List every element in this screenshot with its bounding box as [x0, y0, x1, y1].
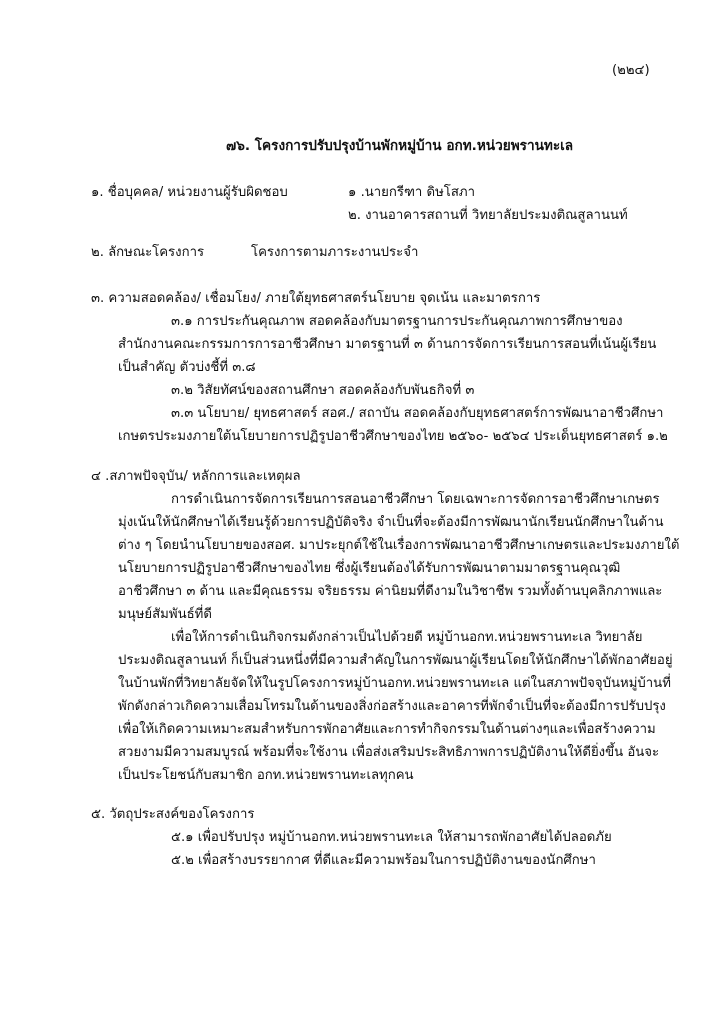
responsible-unit: ๒. งานอาคารสถานที่ วิทยาลัยประมงติณสูลานนท์ — [348, 208, 628, 223]
section-4-paragraph-line: มุ่งเน้นให้นักศึกษาได้เรียนรู้ด้วยการปฏิบัติจริง จำเป็นที่จะต้องมีการพัฒนานักเรียนนักศึกษาในด้าน — [118, 515, 664, 530]
objective-item: ๕.๒ เพื่อสร้างบรรยากาศ ที่ดีและมีความพร้อมในการปฏิบัติงานของนักศึกษา — [171, 853, 596, 868]
page-number: (๒๒๔) — [612, 63, 650, 78]
section-4-paragraph-line: ต่าง ๆ โดยนำนโยบายของสอศ. มาประยุกต์ใช้ในเรื่องการพัฒนาอาชีวศึกษาเกษตรและประมงภายใต้ — [118, 538, 680, 553]
page-title: ๗๖. โครงการปรับปรุงบ้านพักหมู่บ้าน อกท.หน่วยพรานทะเล — [226, 138, 574, 154]
responsible-label: ๑. ชื่อบุคคล/ หน่วยงานผู้รับผิดชอบ — [91, 185, 288, 200]
project-type-label: ๒. ลักษณะโครงการ — [91, 245, 205, 260]
section-4-paragraph-line: มนุษย์สัมพันธ์ที่ดี — [118, 607, 212, 622]
section-3-line: ๓.๒ วิสัยทัศน์ของสถานศึกษา สอดคล้องกับพันธกิจที่ ๓ — [171, 383, 475, 398]
section-3-line: เป็นสำคัญ ตัวบ่งชี้ที่ ๓.๘ — [118, 360, 256, 375]
section-3-line: สำนักงานคณะกรรมการการอาชีวศึกษา มาตรฐานที่ ๓ ด้านการจัดการเรียนการสอนที่เน้นผู้เรียน — [118, 337, 657, 352]
section-3-line: เกษตรประมงภายใต้นโยบายการปฏิรูปอาชีวศึกษาของไทย ๒๕๖๐- ๒๕๖๔ ประเด็นยุทธศาสตร์ ๑.๒ — [118, 429, 668, 444]
section-4-paragraph-line: ในบ้านพักที่วิทยาลัยจัดให้ในรูปโครงการหมู่บ้านอกท.หน่วยพรานทะเล แต่ในสภาพปัจจุบันหมู่บ้านที่ — [118, 676, 671, 691]
section-4-paragraph-line: เป็นประโยชน์กับสมาชิก อกท.หน่วยพรานทะเลทุกคน — [118, 768, 414, 783]
objective-item: ๕.๑ เพื่อปรับปรุง หมู่บ้านอกท.หน่วยพรานทะเล ให้สามารถพักอาศัยได้ปลอดภัย — [171, 830, 612, 845]
responsible-person: ๑ .นายกรีฑา ดิษโสภา — [348, 185, 476, 200]
section-4-paragraph-line: นโยบายการปฏิรูปอาชีวศึกษาของไทย ซึ่งผู้เรียนต้องได้รับการพัฒนาตามมาตรฐานคุณวุฒิ — [118, 561, 621, 576]
project-type-value: โครงการตามภาระงานประจำ — [251, 245, 419, 260]
section-3-line: ๓.๑ การประกันคุณภาพ สอดคล้องกับมาตรฐานการประกันคุณภาพการศึกษาของ — [171, 314, 623, 329]
section-4-paragraph-line: สวยงามมีความสมบูรณ์ พร้อมที่จะใช้งาน เพื่อส่งเสริมประสิทธิภาพการปฏิบัติงานให้ดียิ่งขึ้น อันจะ — [118, 745, 660, 760]
section-4-paragraph-line: พักดังกล่าวเกิดความเสื่อมโทรมในด้านของสิ่งก่อสร้างและอาคารที่พักจำเป็นที่จะต้องมีการปรับปรุง — [118, 699, 666, 714]
section-5-heading: ๕. วัตถุประสงค์ของโครงการ — [91, 807, 255, 822]
section-4-paragraph-line: เพื่อให้เกิดความเหมาะสมสำหรับการพักอาศัยและการทำกิจกรรมในด้านต่างๆและเพื่อสร้างความ — [118, 722, 656, 737]
section-4-paragraph-line: เพื่อให้การดำเนินกิจกรมดังกล่าวเป็นไปด้วยดี หมู่บ้านอกท.หน่วยพรานทะเล วิทยาลัย — [171, 630, 643, 645]
section-4-paragraph-line: ประมงติณสูลานนท์ ก็เป็นส่วนหนึ่งที่มีความสำคัญในการพัฒนาผู้เรียนโดยให้นักศึกษาได้พักอาศัยอยู่ — [118, 653, 673, 668]
section-4-heading: ๔ .สภาพปัจจุบัน/ หลักการและเหตุผล — [91, 469, 301, 484]
section-3-heading: ๓. ความสอดคล้อง/ เชื่อมโยง/ ภายใต้ยุทธศาสตร์นโยบาย จุดเน้น และมาตรการ — [91, 291, 541, 306]
section-4-paragraph-line: อาชีวศึกษา ๓ ด้าน และมีคุณธรรม จริยธรรม ค่านิยมที่ดีงามในวิชาชีพ รวมทั้งด้านบุคลิกภาพและ — [118, 584, 663, 599]
section-3-line: ๓.๓ นโยบาย/ ยุทธศาสตร์ สอศ./ สถาบัน สอดคล้องกับยุทธศาสตร์การพัฒนาอาชีวศึกษา — [171, 406, 664, 421]
section-4-paragraph-line: การดำเนินการจัดการเรียนการสอนอาชีวศึกษา โดยเฉพาะการจัดการอาชีวศึกษาเกษตร — [171, 492, 660, 507]
